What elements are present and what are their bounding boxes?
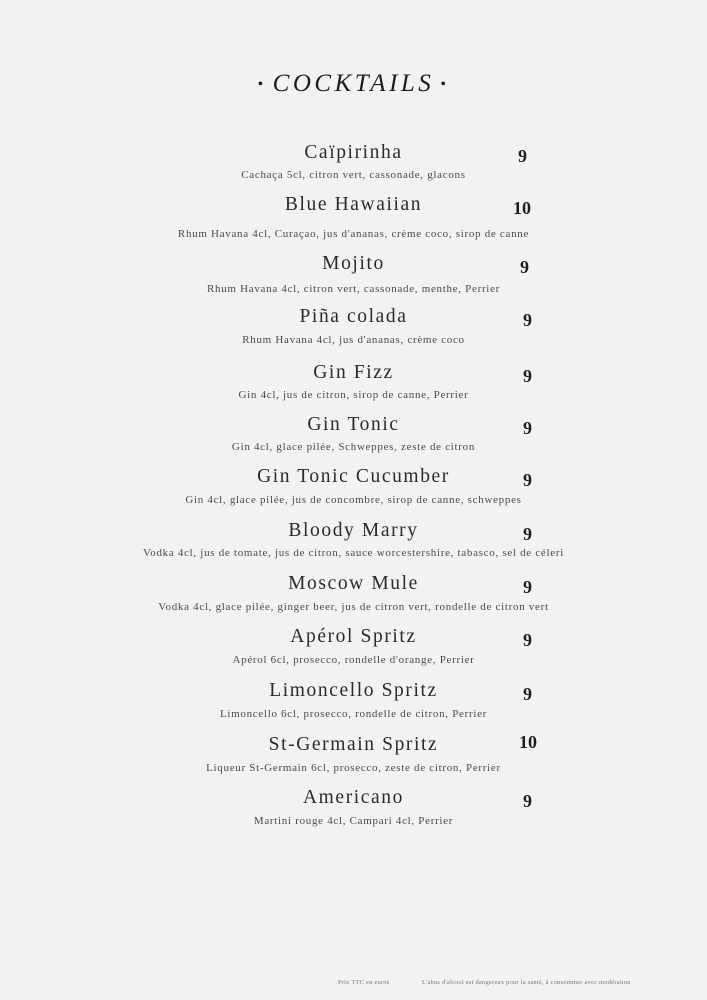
item-name: Blue Hawaiian <box>284 194 423 215</box>
item-description: Gin 4cl, glace pilée, jus de concombre, sirop de canne, schweppes <box>185 494 522 506</box>
item-name: Limoncello Spritz <box>269 680 438 701</box>
item-name: Moscow Mule <box>288 573 419 594</box>
item-name: Apérol Spritz <box>290 626 417 647</box>
item-price: 9 <box>523 630 532 650</box>
item-description: Martini rouge 4cl, Campari 4cl, Perrier <box>253 815 454 827</box>
item-description: Vodka 4cl, jus de tomate, jus de citron, sauce worcestershire, tabasco, sel de céleri <box>143 547 564 559</box>
item-name: Caïpirinha <box>304 142 403 163</box>
item-description: Limoncello 6cl, prosecco, rondelle de citron, Perrier <box>219 708 488 720</box>
menu-title-text: COCKTAILS <box>272 70 435 97</box>
item-price: 9 <box>523 418 532 438</box>
item-description: Rhum Havana 4cl, jus d'ananas, crème coco <box>242 334 465 346</box>
item-description: Apérol 6cl, prosecco, rondelle d'orange, Perrier <box>232 654 475 666</box>
item-description: Liqueur St-Germain 6cl, prosecco, zeste de citron, Perrier <box>206 762 501 774</box>
item-price: 9 <box>520 257 529 277</box>
item-price: 9 <box>523 310 532 330</box>
item-price: 9 <box>523 791 532 811</box>
item-description: Rhum Havana 4cl, Curaçao, jus d'ananas, crème coco, sirop de canne <box>177 228 530 240</box>
footer-alcohol-warning: L'abus d'alcool est dangereux pour la santé, à consommer avec modération <box>422 979 631 986</box>
item-name: Bloody Marry <box>288 520 419 541</box>
item-price: 9 <box>523 684 532 704</box>
item-description: Rhum Havana 4cl, citron vert, cassonade, menthe, Perrier <box>206 283 501 295</box>
item-name: Gin Tonic <box>307 414 400 435</box>
item-price: 9 <box>523 470 532 490</box>
item-price: 9 <box>523 366 532 386</box>
item-name: Piña colada <box>299 306 408 327</box>
item-name: Americano <box>302 787 405 808</box>
item-name: Mojito <box>322 253 385 274</box>
item-price: 10 <box>519 732 537 752</box>
item-name: St-Germain Spritz <box>268 734 439 755</box>
menu-title <box>0 70 707 98</box>
item-description: Cachaça 5cl, citron vert, cassonade, glacons <box>241 169 466 181</box>
item-name: Gin Fizz <box>313 362 394 383</box>
item-price: 9 <box>523 524 532 544</box>
footer-prices-note: Prix TTC en euros <box>338 979 390 986</box>
item-name: Gin Tonic Cucumber <box>257 466 450 487</box>
ornament-dot-left: • <box>257 76 267 94</box>
item-price: 9 <box>518 146 527 166</box>
item-price: 10 <box>513 198 531 218</box>
item-description: Gin 4cl, jus de citron, sirop de canne, Perrier <box>238 389 469 401</box>
item-description: Gin 4cl, glace pilée, Schweppes, zeste de citron <box>231 441 476 453</box>
item-price: 9 <box>523 577 532 597</box>
item-description: Vodka 4cl, glace pilée, ginger beer, jus de citron vert, rondelle de citron vert <box>158 601 549 613</box>
ornament-dot-right: • <box>440 76 450 94</box>
